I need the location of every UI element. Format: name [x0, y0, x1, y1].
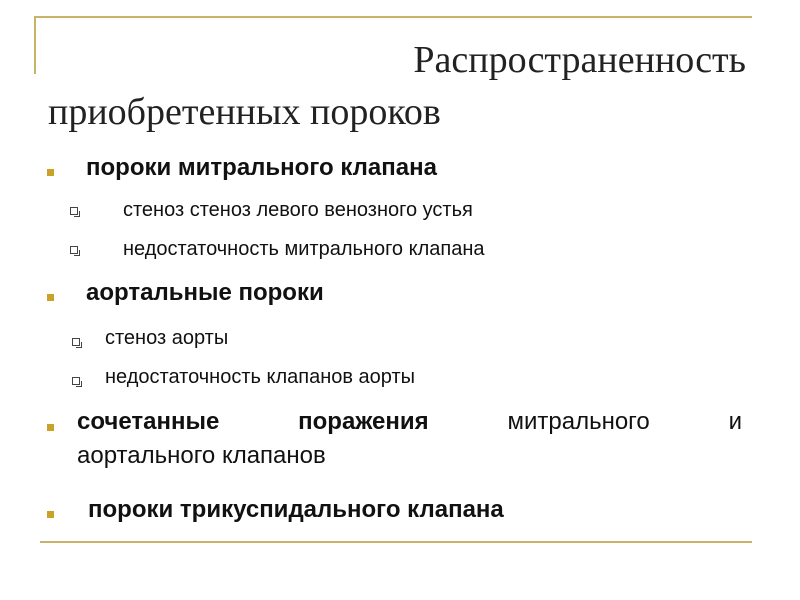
square-bullet-icon [47, 424, 54, 431]
bullet-label: пороки митрального клапана [86, 154, 437, 181]
square-bullet-icon [47, 294, 54, 301]
sub-bullet-label: недостаточность клапанов аорты [105, 366, 416, 388]
slide-title-line2: приобретенных пороков [48, 91, 441, 133]
sub-bullet-label: недостаточность митрального клапана [123, 238, 485, 260]
combined-bold-text: сочетанные поражения [77, 408, 429, 435]
square-bullet-icon [47, 511, 54, 518]
checkbox-bullet-icon [72, 377, 80, 385]
checkbox-bullet-icon [72, 338, 80, 346]
checkbox-bullet-icon [70, 207, 78, 215]
combined-line2: аортального клапанов [77, 442, 326, 469]
slide-title [48, 34, 750, 138]
bullet-label-combined [77, 405, 742, 473]
sub-bullet-label: стеноз стеноз левого венозного устья [123, 199, 473, 221]
bullet-label: аортальные пороки [86, 279, 324, 306]
bullet-label: пороки трикуспидального клапана [88, 496, 504, 523]
frame-bottom-line [40, 541, 752, 543]
slide-title-line1: Распространенность [413, 39, 746, 81]
combined-rest-text: митрального и [507, 408, 742, 435]
checkbox-bullet-icon [70, 246, 78, 254]
square-bullet-icon [47, 169, 54, 176]
frame-top-line [34, 16, 752, 18]
frame-left-line [34, 16, 36, 74]
combined-line1 [77, 405, 742, 439]
sub-bullet-label: стеноз аорты [105, 327, 229, 349]
